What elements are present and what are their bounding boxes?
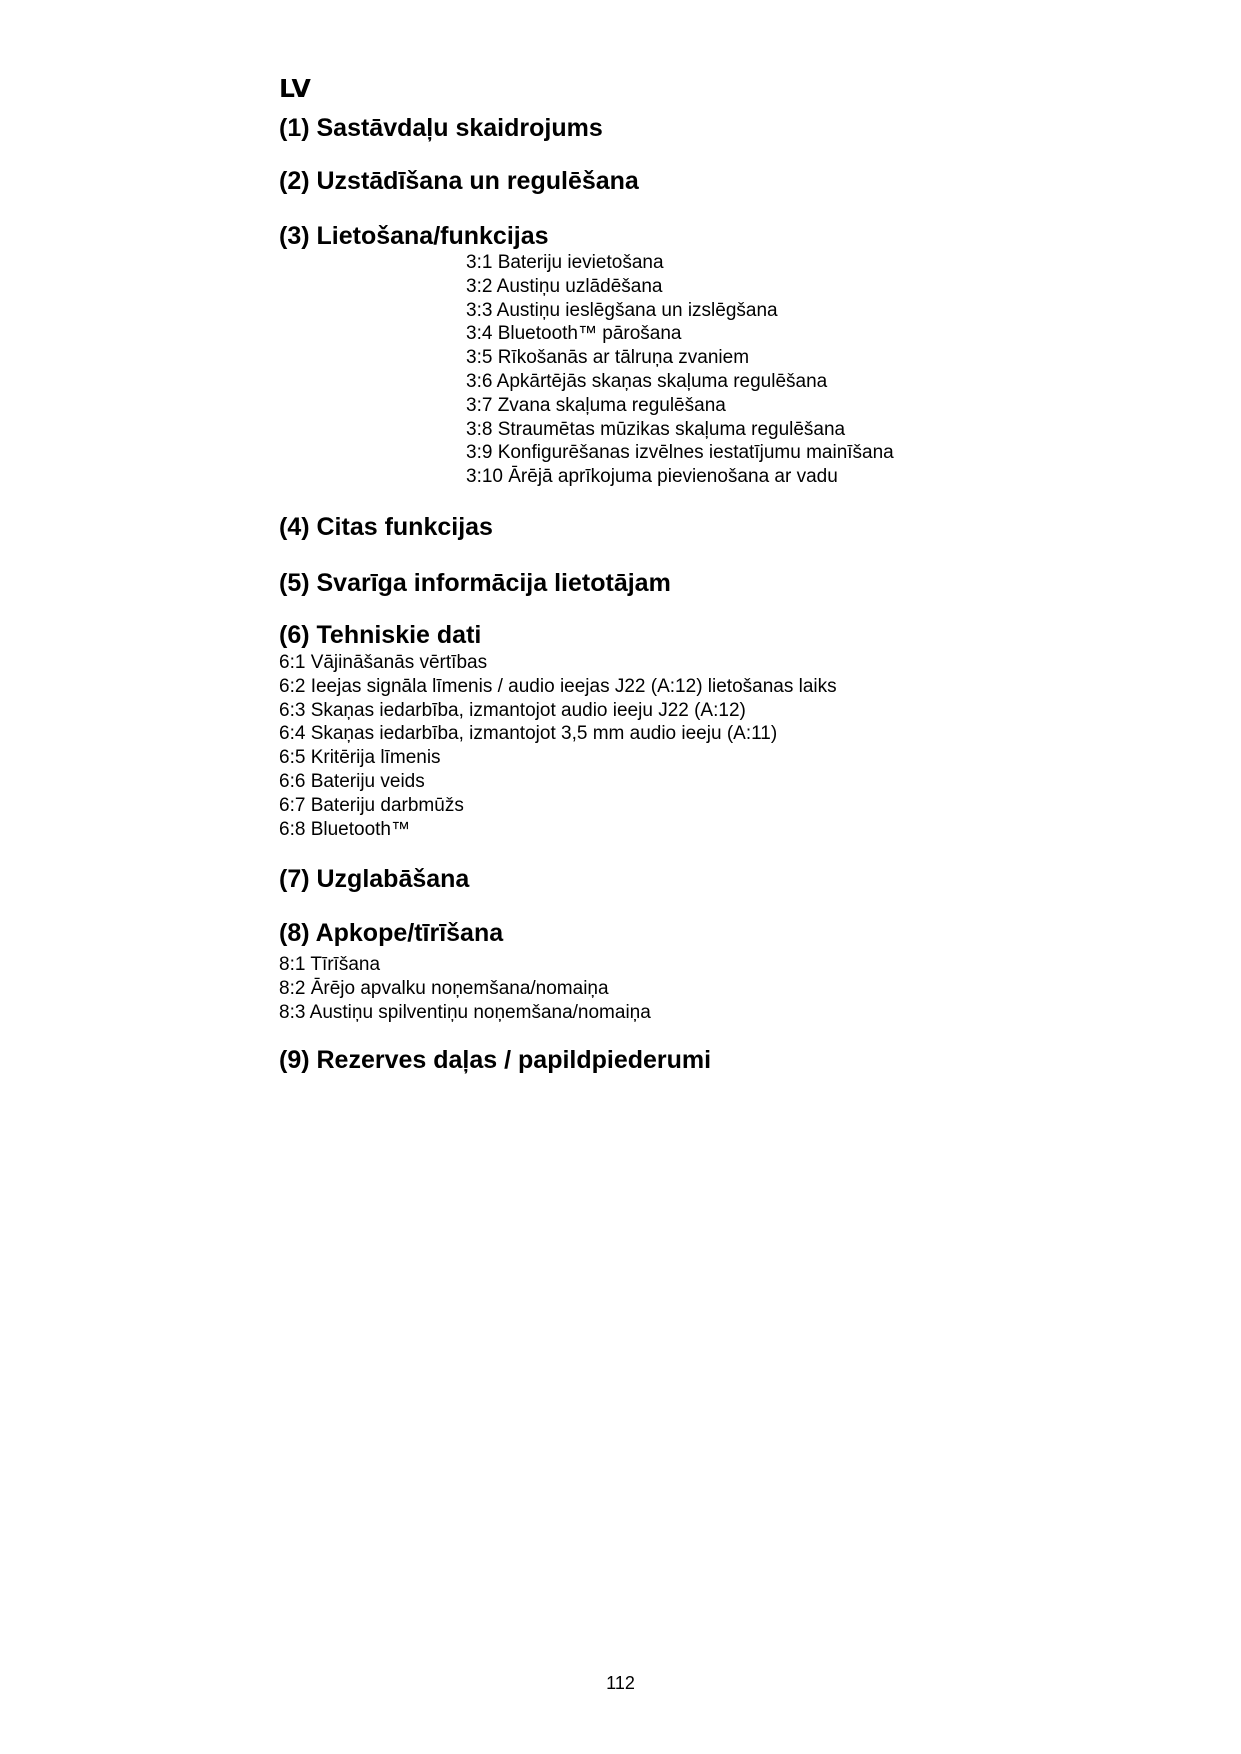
list-item: 6:8 Bluetooth™	[279, 818, 410, 840]
list-item: 3:8 Straumētas mūzikas skaļuma regulēšana	[466, 418, 846, 440]
section-heading-4: (4) Citas funkcijas	[279, 513, 493, 541]
list-item: 6:6 Bateriju veids	[279, 770, 425, 792]
section-heading-2: (2) Uzstādīšana un regulēšana	[279, 167, 639, 195]
list-item: 3:10 Ārējā aprīkojuma pievienošana ar vadu	[466, 466, 838, 488]
list-item: 3:5 Rīkošanās ar tālruņa zvaniem	[466, 347, 750, 369]
section-heading-1: (1) Sastāvdaļu skaidrojums	[279, 114, 603, 142]
list-item: 6:1 Vājināšanās vērtības	[279, 652, 488, 673]
list-item: 3:7 Zvana skaļuma regulēšana	[466, 394, 726, 416]
list-item: 8:1 Tīrīšana	[279, 954, 381, 975]
section-heading-3: (3) Lietošana/funkcijas	[279, 222, 549, 250]
section-6-subitems	[279, 651, 837, 841]
section-heading-7: (7) Uzglabāšana	[279, 865, 470, 893]
list-item: 3:6 Apkārtējās skaņas skaļuma regulēšana	[466, 370, 828, 392]
list-item: 6:2 Ieejas signāla līmenis / audio ieejas J22 (A:12) lietošanas laiks	[279, 675, 837, 697]
list-item: 6:5 Kritērija līmenis	[279, 747, 441, 769]
language-code: LV	[279, 74, 311, 103]
list-item: 3:9 Konfigurēšanas izvēlnes iestatījumu mainīšana	[466, 442, 894, 464]
section-heading-6: (6) Tehniskie dati	[279, 621, 482, 649]
section-heading-5: (5) Svarīga informācija lietotājam	[279, 569, 671, 597]
list-item: 3:2 Austiņu uzlādēšana	[466, 275, 663, 297]
list-item: 3:4 Bluetooth™ pārošana	[466, 323, 682, 345]
section-3-subitems	[466, 251, 894, 489]
list-item: 8:3 Austiņu spilventiņu noņemšana/nomaiņa	[279, 1001, 651, 1023]
list-item: 3:3 Austiņu ieslēgšana un izslēgšana	[466, 299, 778, 321]
list-item: 6:3 Skaņas iedarbība, izmantojot audio ieeju J22 (A:12)	[279, 699, 746, 721]
list-item: 6:4 Skaņas iedarbība, izmantojot 3,5 mm audio ieeju (A:11)	[279, 723, 778, 745]
page-number: 112	[606, 1673, 635, 1693]
section-heading-8: (8) Apkope/tīrīšana	[279, 919, 504, 947]
list-item: 3:1 Bateriju ievietošana	[466, 252, 664, 273]
section-8-subitems	[279, 953, 651, 1024]
list-item: 8:2 Ārējo apvalku noņemšana/nomaiņa	[279, 977, 609, 999]
section-heading-9: (9) Rezerves daļas / papildpiederumi	[279, 1046, 712, 1074]
list-item: 6:7 Bateriju darbmūžs	[279, 794, 464, 816]
